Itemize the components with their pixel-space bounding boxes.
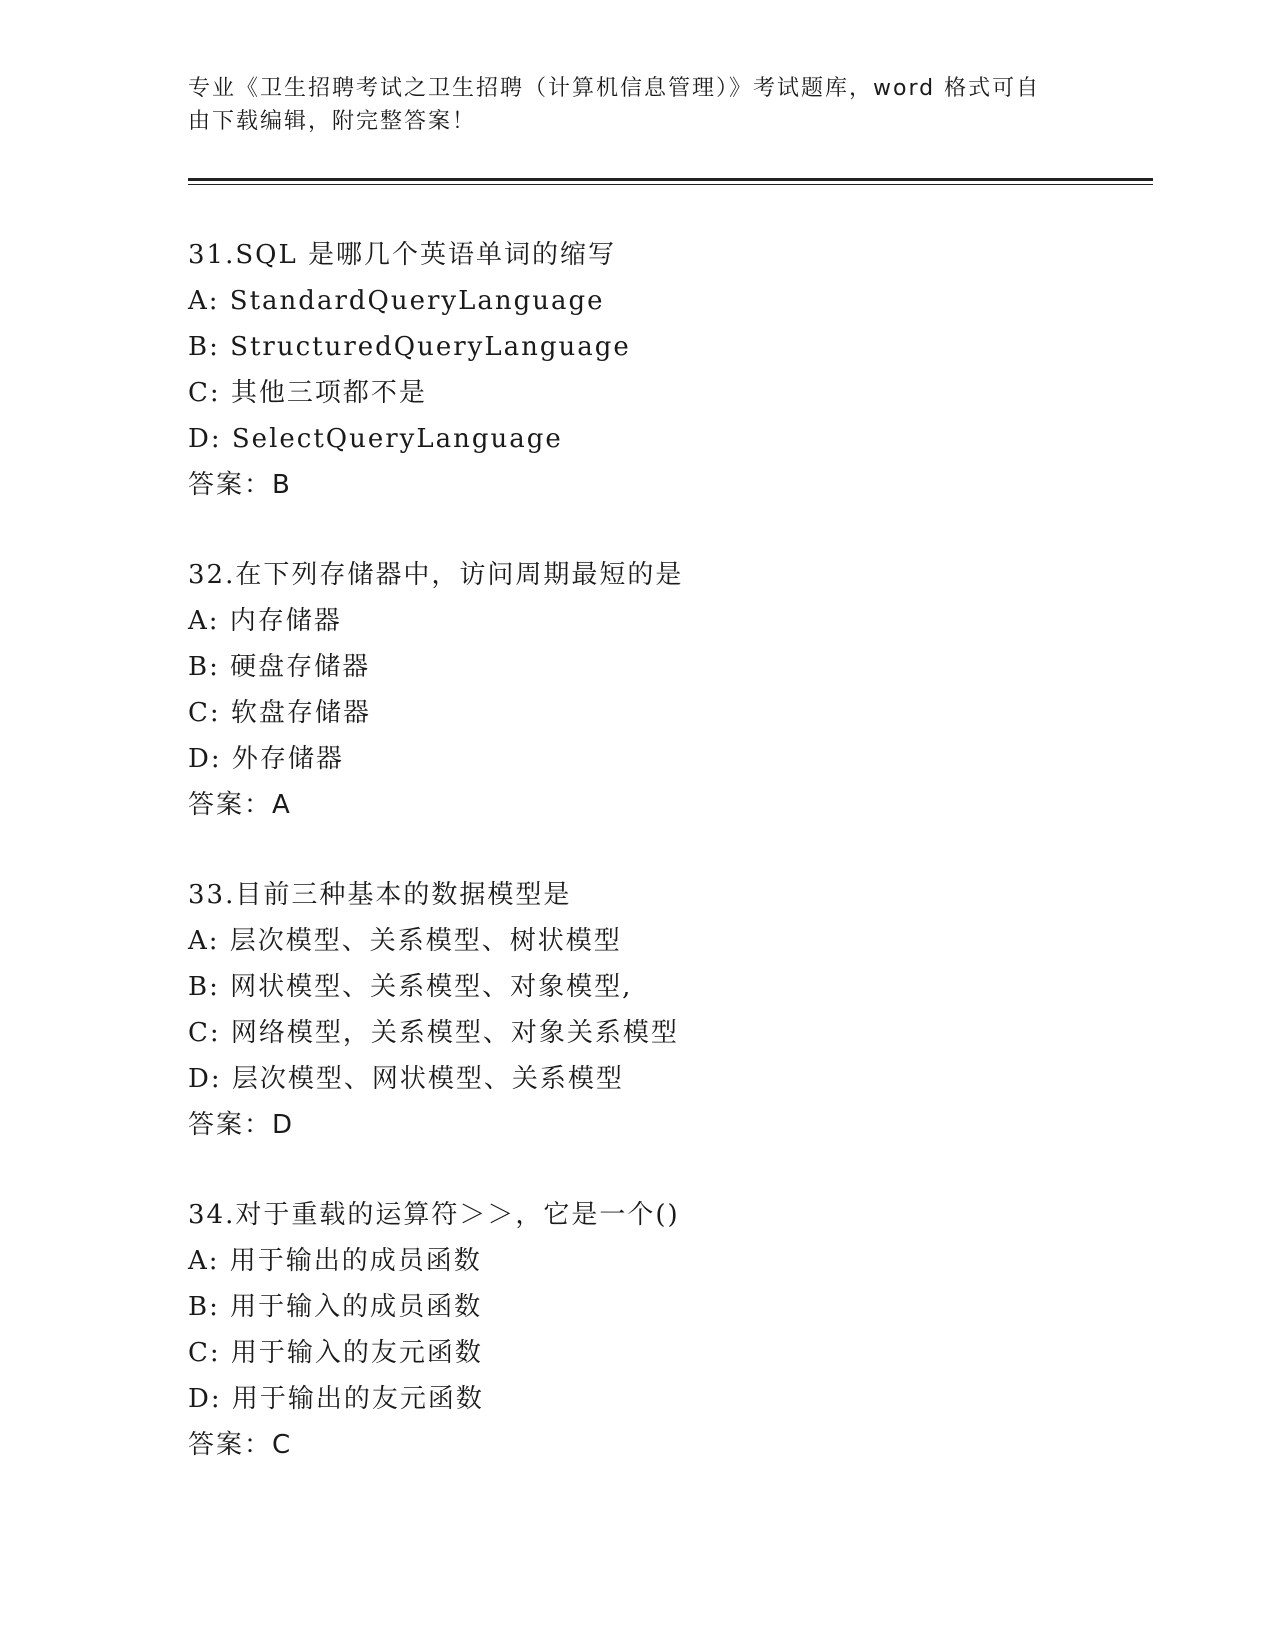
header-line-2: 由下载编辑，附完整答案！ [188,109,477,134]
question-stem: 33.目前三种基本的数据模型是 [188,880,572,910]
option-a: A: 内存储器 [188,606,342,636]
question-stem: 32.在下列存储器中，访问周期最短的是 [188,560,684,590]
question-31 [188,237,1148,557]
option-c: C: 软盘存储器 [188,698,371,728]
option-d: D: 外存储器 [188,744,344,774]
answer-line: 答案：A [188,790,292,820]
option-b: B: 网状模型、关系模型、对象模型, [188,972,633,1002]
option-b: B: StructuredQueryLanguage [188,332,631,362]
question-list [188,237,1148,1517]
question-34 [188,1197,1148,1517]
answer-line: 答案：C [188,1430,293,1460]
option-b: B: 用于输入的成员函数 [188,1292,483,1322]
question-stem: 34.对于重载的运算符＞＞，它是一个() [188,1200,680,1230]
option-a: A: StandardQueryLanguage [188,286,605,316]
option-d: D: SelectQueryLanguage [188,424,563,454]
option-c: C: 网络模型，关系模型、对象关系模型 [188,1018,679,1048]
option-c: C: 用于输入的友元函数 [188,1338,483,1368]
option-d: D: 层次模型、网状模型、关系模型 [188,1064,624,1094]
answer-line: 答案：B [188,470,292,500]
header-line-1: 专业《卫生招聘考试之卫生招聘（计算机信息管理）》考试题库，word 格式可自 [188,76,1041,101]
option-a: A: 用于输出的成员函数 [188,1246,482,1276]
question-32 [188,557,1148,877]
option-d: D: 用于输出的友元函数 [188,1384,484,1414]
option-a: A: 层次模型、关系模型、树状模型 [188,926,622,956]
option-b: B: 硬盘存储器 [188,652,371,682]
question-33 [188,877,1148,1197]
question-stem: 31.SQL 是哪几个英语单词的缩写 [188,240,617,270]
header-divider-thin [188,184,1153,185]
answer-line: 答案：D [188,1110,295,1140]
header-divider-thick [188,178,1153,181]
document-header [188,72,1088,138]
option-c: C: 其他三项都不是 [188,378,427,408]
